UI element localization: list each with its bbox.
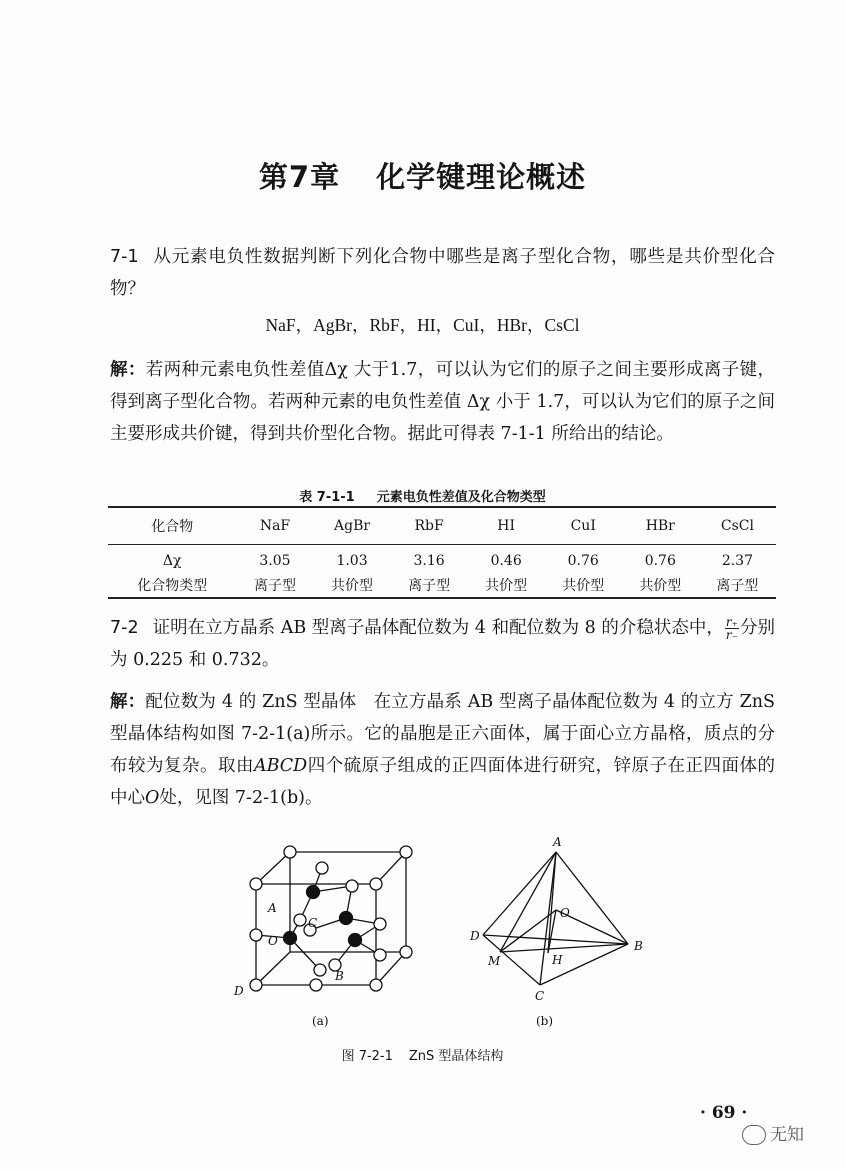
table-cell: NaF	[236, 507, 313, 545]
table-cell: 3.16	[413, 553, 445, 569]
label-a-D: D	[234, 984, 244, 998]
figure-caption	[0, 1045, 845, 1064]
solution-label: 解：	[110, 360, 146, 380]
question-number: 7-2	[110, 618, 139, 638]
label-b-C: C	[535, 989, 545, 1003]
table-row	[108, 573, 776, 598]
label-b-B: B	[634, 939, 643, 953]
page-number: · 69 ·	[700, 1103, 748, 1123]
table-row-label: 化合物类型	[108, 573, 236, 598]
table-cell: HI	[468, 507, 545, 545]
table-header-row	[108, 507, 776, 545]
label-a-C: C	[308, 916, 318, 930]
figure-caption-number: 图 7-2-1	[341, 1049, 393, 1064]
watermark-text: 无知	[770, 1125, 804, 1145]
question-7-2	[110, 612, 775, 676]
label-a-B: B	[335, 969, 344, 983]
radius-ratio: $\frac{r_+}{r_-}$	[725, 615, 738, 642]
subfigure-a-label: (a)	[312, 1014, 329, 1028]
label-b-M: M	[488, 954, 501, 968]
chapter-number: 第7章	[258, 160, 341, 194]
table-cell: 共价型	[545, 573, 622, 598]
chapter-name: 化学键理论概述	[376, 160, 587, 194]
figure-caption-title: ZnS 型晶体结构	[408, 1049, 504, 1064]
label-b-H: H	[552, 953, 563, 967]
table-cell: AgBr	[314, 507, 391, 545]
solution-7-1	[110, 354, 775, 450]
table-caption	[0, 486, 845, 505]
solution-label: 解：	[110, 692, 146, 712]
chapter-title	[0, 155, 845, 196]
solution-text: 在立方晶系 AB 型离子晶体配位数为 4 的立方 ZnS 型晶体结构如图 7-2-1(a)所示。它的晶胞是正六面体，属于面心立方晶格，质点的分布较为复杂。取由	[110, 692, 775, 776]
table-cell: 0.46	[490, 553, 522, 569]
wechat-icon	[742, 1125, 766, 1145]
table-cell: 共价型	[622, 573, 699, 598]
table-caption-number: 表 7-1-1	[299, 490, 355, 505]
question-7-1	[110, 241, 775, 305]
table-cell: HBr	[622, 507, 699, 545]
table-cell: 共价型	[314, 573, 391, 598]
table-cell: 0.76	[567, 553, 599, 569]
table-row-label: Δχ	[162, 553, 182, 569]
solution-heading: 配位数为 4 的 ZnS 型晶体	[145, 692, 357, 712]
table-cell: CuI	[545, 507, 622, 545]
table-cell: 1.03	[336, 553, 368, 569]
table-cell: CsCl	[699, 507, 776, 545]
label-a-O: O	[268, 934, 278, 948]
compound-list: NaF，AgBr，RbF，HI，CuI，HBr，CsCl	[265, 315, 580, 335]
table-cell: 离子型	[699, 573, 776, 598]
table-cell: 3.05	[259, 553, 291, 569]
question-text-end: 分别为 0.225 和 0.732。	[110, 618, 776, 670]
table-cell: 0.76	[644, 553, 676, 569]
table-caption-title: 元素电负性差值及化合物类型	[376, 490, 546, 505]
table-cell: 共价型	[468, 573, 545, 598]
table-cell: 离子型	[391, 573, 468, 598]
table-row	[108, 545, 776, 574]
question-text: 从元素电负性数据判断下列化合物中哪些是离子型化合物，哪些是共价型化合物？	[110, 247, 775, 299]
label-b-A: A	[553, 835, 562, 849]
label-a-A: A	[268, 901, 277, 915]
question-text: 证明在立方晶系 AB 型离子晶体配位数为 4 和配位数为 8 的介稳状态中，	[152, 618, 724, 638]
label-b-D: D	[470, 929, 480, 943]
solution-7-2: 解：配位数为 4 的 ZnS 型晶体 在立方晶系 AB 型离子晶体配位数为 4 的立方 ZnS 型晶体结构如图 7-2-1(a)所示。它的晶胞是正六面体，属于面心立方晶格，质点的分布较为复杂。取由ABCD四个硫原子组成的正四面体进行研究，锌原子在正四面体的中心O处，见图 7-2-1(b)。	[110, 692, 776, 808]
electronegativity-table	[108, 506, 776, 599]
subfigure-b-label: (b)	[536, 1014, 554, 1028]
table-row-label: 化合物	[108, 507, 236, 545]
zns-structure-figure	[230, 830, 650, 1040]
figure-a-atoms	[250, 846, 412, 991]
question-number: 7-1	[110, 247, 139, 267]
table-cell: 离子型	[236, 573, 313, 598]
label-b-O: O	[560, 906, 570, 920]
table-cell: 2.37	[721, 553, 753, 569]
solution-text: 若两种元素电负性差值Δχ 大于1.7，可以认为它们的原子之间主要形成离子键，得到离子型化合物。若两种元素的电负性差值 Δχ 小于 1.7，可以认为它们的原子之间主要形成共价键，得到共价型化合物。据此可得表 7-1-1 所给出的结论。	[110, 360, 775, 444]
watermark	[742, 1120, 804, 1145]
table-cell: RbF	[391, 507, 468, 545]
